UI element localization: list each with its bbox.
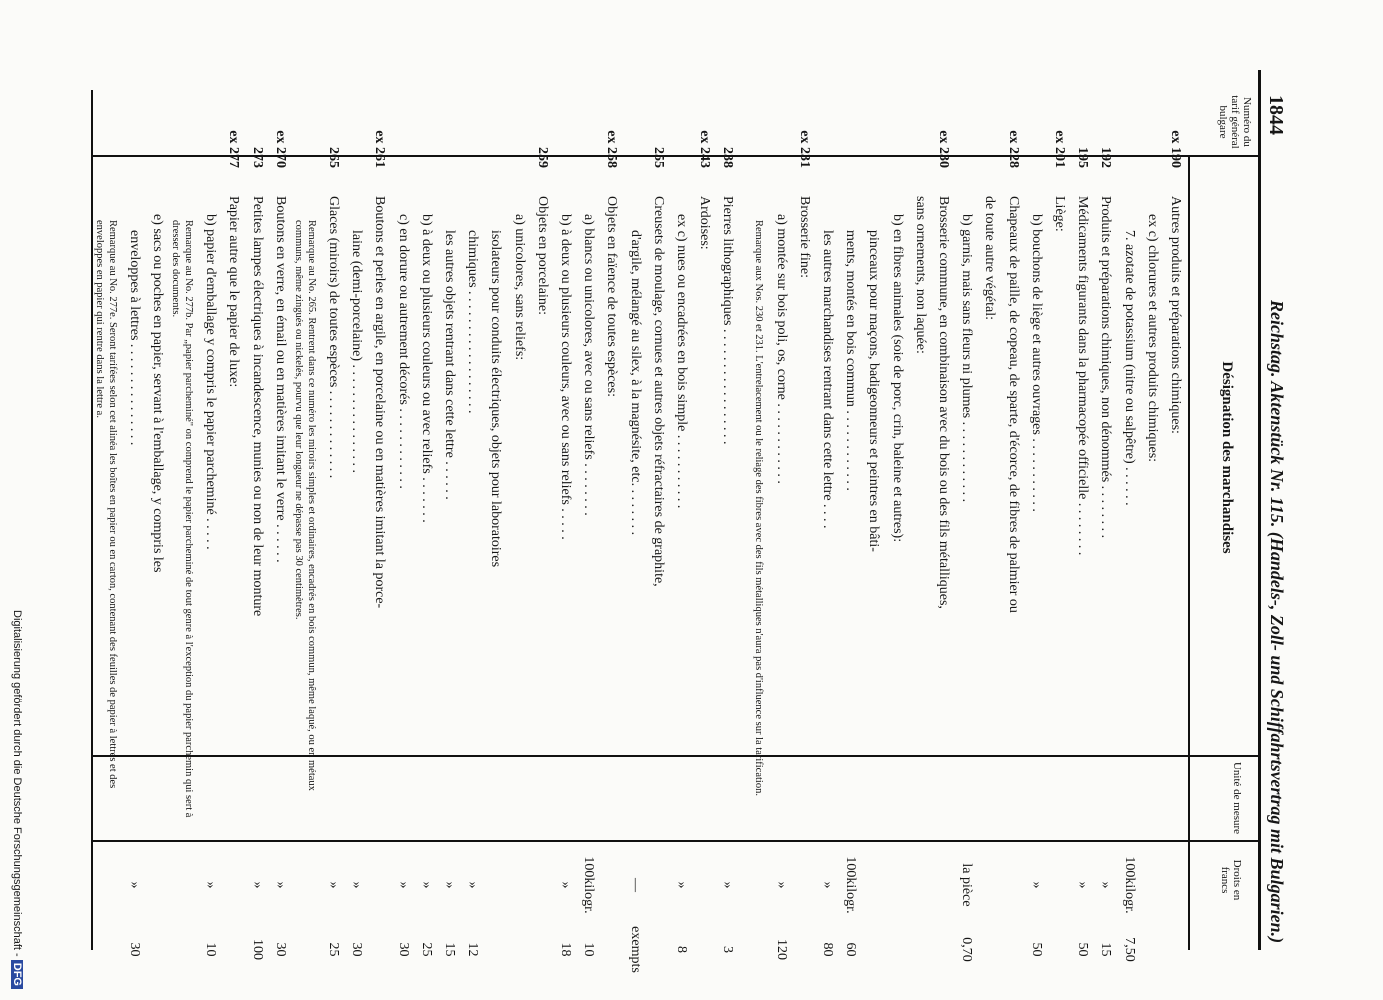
table-row bbox=[1167, 90, 1183, 950]
row-number: ex 231 bbox=[796, 130, 812, 168]
table-row bbox=[773, 90, 789, 960]
row-designation: b) bouchons de liège et autres ouvrages . . . . . . . . . . . bbox=[1028, 214, 1044, 512]
table-row bbox=[935, 90, 951, 950]
row-duty: 7,50 bbox=[1121, 937, 1137, 962]
row-number: 259 bbox=[534, 147, 550, 168]
row-unit: » bbox=[1075, 881, 1091, 889]
table-row bbox=[796, 90, 812, 950]
table-row bbox=[557, 90, 573, 957]
table-row bbox=[325, 90, 341, 957]
row-duty: 10 bbox=[581, 942, 597, 957]
row-number: 195 bbox=[1075, 147, 1091, 168]
row-designation: les autres marchandises rentrant dans cette lettre . . . . bbox=[820, 230, 835, 529]
row-designation: Remarque au No. 277b. Par „papier parcheminé" on comprend le papier parcheminé de tout genre à l'exception du papier parchemin qui sert à dresser des documents. bbox=[170, 220, 194, 818]
row-designation: Brosserie fine: bbox=[796, 196, 812, 279]
table-row bbox=[371, 90, 387, 950]
table-row bbox=[348, 90, 365, 957]
row-number: ex 228 bbox=[1005, 130, 1021, 168]
row-duty: 60 bbox=[843, 942, 859, 957]
row-designation: a) blancs ou unicolores, avec ou sans reliefs . . . . . . . . bbox=[581, 214, 597, 516]
table-row bbox=[1005, 90, 1021, 950]
row-unit: » bbox=[126, 881, 142, 889]
row-number: 255 bbox=[650, 147, 666, 168]
row-duty: 50 bbox=[1075, 942, 1091, 957]
row-designation: Ardoises: bbox=[697, 196, 713, 250]
row-designation: les autres objets rentrant dans cette lettre . . . . . . bbox=[442, 230, 457, 500]
page-number: 1844 bbox=[1265, 95, 1287, 135]
row-designation: isolateurs pour conduits électriques, objets pour laboratoires bbox=[488, 230, 504, 568]
row-duty: 25 bbox=[418, 942, 434, 957]
table-row bbox=[1028, 90, 1044, 957]
row-designation: ex c) chlorures et autres produits chimiques: bbox=[1144, 214, 1160, 463]
row-designation: b) papier d'emballage y compris le papier parcheminé . . . . . bbox=[203, 214, 219, 550]
row-unit: — bbox=[627, 878, 643, 892]
row-number: ex 270 bbox=[272, 130, 288, 168]
row-duty: 3 bbox=[720, 946, 736, 953]
row-designation: Remarque au No. 277e. Seront tarifées selon cet alinéa les boîtes en papier ou en carton, contenant des feuilles de papier à lettres et des enveloppes en papier qui rentre dans la lettre a. bbox=[93, 220, 118, 789]
row-designation: Brosserie commune, en combinaison avec du bois ou des fils métalliques, bbox=[936, 196, 951, 609]
row-number: 265 bbox=[326, 147, 341, 168]
table-row bbox=[673, 90, 689, 953]
row-designation: Creusets de moulage, cornues et autres objets réfractaires de graphite, bbox=[650, 196, 666, 587]
row-unit: » bbox=[326, 881, 341, 889]
column-header-duty: Droits en francs bbox=[1219, 859, 1243, 901]
row-designation: enveloppes à lettres . . . . . . . . . . . . . . . bbox=[126, 230, 142, 446]
remark-row bbox=[167, 90, 195, 950]
row-unit: » bbox=[395, 881, 411, 889]
row-designation: Pierres lithographiques . . . . . . . . . . . . . . . . . bbox=[720, 196, 736, 445]
row-number: ex 243 bbox=[697, 130, 713, 168]
table-row bbox=[511, 90, 527, 950]
row-designation: Boutons en verre, en émail ou en matières imitant le verre . . . . . . bbox=[272, 196, 288, 563]
table-row bbox=[272, 90, 288, 957]
table-row bbox=[441, 90, 457, 957]
row-duty: 100 bbox=[249, 939, 265, 960]
table-row bbox=[627, 90, 643, 973]
row-designation: Boutons et perles en argile, en porcelaine ou en matières imitant la porce- bbox=[372, 196, 388, 609]
row-unit: » bbox=[674, 881, 689, 889]
table-row bbox=[418, 90, 434, 957]
row-number: ex 258 bbox=[604, 130, 620, 168]
row-designation: Objets en porcelaine: bbox=[534, 196, 550, 315]
table-row bbox=[1121, 90, 1137, 962]
row-duty: exempts bbox=[627, 926, 643, 973]
table-top-rule bbox=[1258, 70, 1261, 950]
row-number: 192 bbox=[1098, 147, 1114, 168]
table-row bbox=[534, 90, 550, 950]
row-number: ex 190 bbox=[1168, 130, 1183, 168]
row-designation: Médicaments figurants dans la pharmacopée officielle . . . . . . . . bbox=[1075, 196, 1091, 556]
row-designation: Liège: bbox=[1052, 196, 1067, 232]
row-designation: ments, montés en bois commun . . . . . . . . . . . . bbox=[843, 230, 859, 491]
row-designation: Petites lampes électriques à incandescence, munies ou non de leur monture bbox=[249, 196, 265, 617]
row-duty: 30 bbox=[349, 942, 365, 957]
table-row bbox=[981, 90, 997, 950]
table-row bbox=[842, 90, 859, 957]
row-designation: a) unicolores, sans reliefs: bbox=[511, 214, 527, 361]
row-unit: la pièce bbox=[959, 863, 975, 907]
row-unit: » bbox=[558, 881, 573, 889]
row-designation: Remarque aux Nos. 230 et 231. L'entrelacement ou le reliage des fibres avec des fils métalliques n'aura pas d'influence sur la tarification. bbox=[753, 220, 765, 796]
row-unit: 100kilogr. bbox=[581, 856, 597, 914]
row-number: ex 201 bbox=[1052, 130, 1067, 168]
row-designation: Objets en faïence de toutes espèces: bbox=[604, 196, 620, 397]
row-designation: 7. azotate de potassium (nitre ou salpêtre) . . . . . . bbox=[1121, 230, 1137, 506]
row-unit: » bbox=[1028, 881, 1044, 889]
table-row bbox=[696, 90, 712, 950]
row-unit: » bbox=[349, 881, 365, 889]
row-duty: 0,70 bbox=[959, 937, 975, 962]
table-row bbox=[395, 90, 411, 957]
running-title: Reichstag. Aktenstück Nr. 115. (Handels-, Zoll- und Schiffahrtsvertrag mit Bulgarien.) bbox=[1267, 300, 1287, 944]
row-duty: 8 bbox=[674, 946, 689, 953]
table-row bbox=[487, 90, 503, 950]
row-designation: b) en fibres animales (soie de porc, crin, baleine et autres): bbox=[889, 214, 905, 543]
row-number: 273 bbox=[249, 147, 265, 168]
row-designation: pinceaux pour maçons, badigeonneurs et peintres en bâti- bbox=[866, 230, 882, 552]
remark-row bbox=[91, 90, 119, 950]
row-unit: 100kilogr. bbox=[1121, 856, 1137, 914]
row-duty: 30 bbox=[395, 942, 411, 957]
row-number: ex 277 bbox=[226, 130, 242, 168]
row-designation: b) à deux ou plusieurs couleurs, avec ou sans reliefs . . . . . bbox=[558, 214, 573, 540]
row-designation: Remarque au No. 265. Rentrent dans ce numéro les miroirs simples et ordinaires, encadrés en bois commun, même laqué, ou en métaux communs, même zingués ou nickelés, pourvu que leur longueur ne dépasse pas 30 centimètres. bbox=[292, 220, 317, 791]
column-header-designation: Désignation des marchandises bbox=[1219, 361, 1235, 554]
table-row bbox=[1051, 90, 1067, 950]
row-designation: b) à deux ou plusieurs couleurs ou avec reliefs . . . . . . . bbox=[418, 214, 434, 523]
header-bottom-rule bbox=[1188, 155, 1190, 950]
row-designation: ex c) nues ou encadrées en bois simple . . . . . . . . . . . bbox=[674, 214, 689, 509]
table-row bbox=[603, 90, 619, 950]
table-row bbox=[149, 90, 165, 950]
row-designation: chimiques . . . . . . . . . . . . . . . . . . bbox=[465, 230, 481, 414]
row-unit: 100kilogr. bbox=[843, 856, 859, 914]
row-unit: » bbox=[773, 881, 789, 889]
row-duty: 25 bbox=[326, 942, 341, 957]
row-unit: » bbox=[418, 881, 434, 889]
row-duty: 15 bbox=[442, 942, 457, 957]
row-designation: Produits et préparations chimiques, non dénommés . . . . . . . . bbox=[1098, 196, 1114, 539]
row-duty: 80 bbox=[820, 942, 835, 957]
row-number: ex 230 bbox=[936, 130, 951, 168]
table-row bbox=[719, 90, 736, 953]
row-number: 238 bbox=[720, 147, 736, 168]
table-row bbox=[865, 90, 881, 950]
column-header-number: Numéro du tarif général bulgare bbox=[1217, 95, 1253, 149]
row-duty: 10 bbox=[203, 942, 219, 957]
funding-note: Digitalisierung gefördert durch die Deutsche Forschungsgemeinschaft - DFG bbox=[11, 610, 23, 989]
row-unit: » bbox=[1098, 881, 1114, 889]
row-designation: sans ornements, non laquée: bbox=[912, 196, 928, 354]
table-row bbox=[1097, 90, 1114, 957]
row-duty: 50 bbox=[1028, 942, 1044, 957]
row-number: ex 261 bbox=[372, 130, 388, 168]
row-designation: de toute autre végétal: bbox=[982, 196, 998, 320]
row-duty: 18 bbox=[558, 942, 573, 957]
table-row bbox=[464, 90, 481, 957]
row-designation: b) garnis, mais sans fleurs ni plumes . . . . . . . . . . . . bbox=[959, 214, 975, 503]
row-designation: a) montée sur bois poli, os, corne . . . . . . . . . . . . bbox=[773, 214, 789, 484]
row-unit: » bbox=[203, 881, 219, 889]
row-duty: 12 bbox=[465, 942, 481, 957]
row-designation: Autres produits et préparations chimiques: bbox=[1168, 196, 1183, 434]
table-row bbox=[1074, 90, 1091, 957]
row-unit: » bbox=[820, 881, 835, 889]
row-designation: laine (demi-porcelaine) . . . . . . . . . . . . . . . . bbox=[349, 230, 365, 473]
row-duty: 30 bbox=[126, 942, 142, 957]
row-duty: 30 bbox=[272, 942, 288, 957]
table-row bbox=[580, 90, 597, 957]
row-unit: » bbox=[272, 881, 288, 889]
remark-row bbox=[737, 90, 765, 950]
row-designation: e) sacs ou poches en papier, servant à l'emballage, y compris les bbox=[150, 214, 165, 573]
table-row bbox=[1144, 90, 1160, 950]
column-header-unit: Unité de mesure bbox=[1231, 761, 1243, 835]
row-unit: » bbox=[249, 881, 265, 889]
table-row bbox=[225, 90, 241, 950]
row-duty: 120 bbox=[773, 939, 789, 960]
table-row bbox=[126, 90, 142, 957]
row-unit: » bbox=[720, 881, 736, 889]
table-row bbox=[889, 90, 905, 950]
row-designation: c) en dorure ou autrement décorés . . . . . . . . . . . . bbox=[395, 214, 411, 489]
table-row bbox=[819, 90, 835, 957]
row-unit: » bbox=[442, 881, 457, 889]
table-row bbox=[912, 90, 928, 950]
row-designation: Papier autre que le papier de luxe: bbox=[226, 196, 242, 388]
row-designation: Chapeaux de paille, de copeau, de sparte, d'écorce, de fibres de palmier ou bbox=[1005, 196, 1021, 613]
table-row bbox=[958, 90, 975, 962]
row-designation: Glaces (miroirs) de toutes espèces . . . . . . . . . . . . . bbox=[326, 196, 341, 479]
table-row bbox=[202, 90, 219, 957]
table-row bbox=[650, 90, 666, 950]
table-row bbox=[249, 90, 265, 960]
dfg-logo: DFG bbox=[11, 960, 23, 989]
row-designation: d'argile, mélangé au silex, à la magnésite, etc. . . . . . . . bbox=[627, 230, 643, 536]
row-duty: 15 bbox=[1098, 942, 1114, 957]
remark-row bbox=[290, 90, 318, 950]
row-unit: » bbox=[465, 881, 481, 889]
